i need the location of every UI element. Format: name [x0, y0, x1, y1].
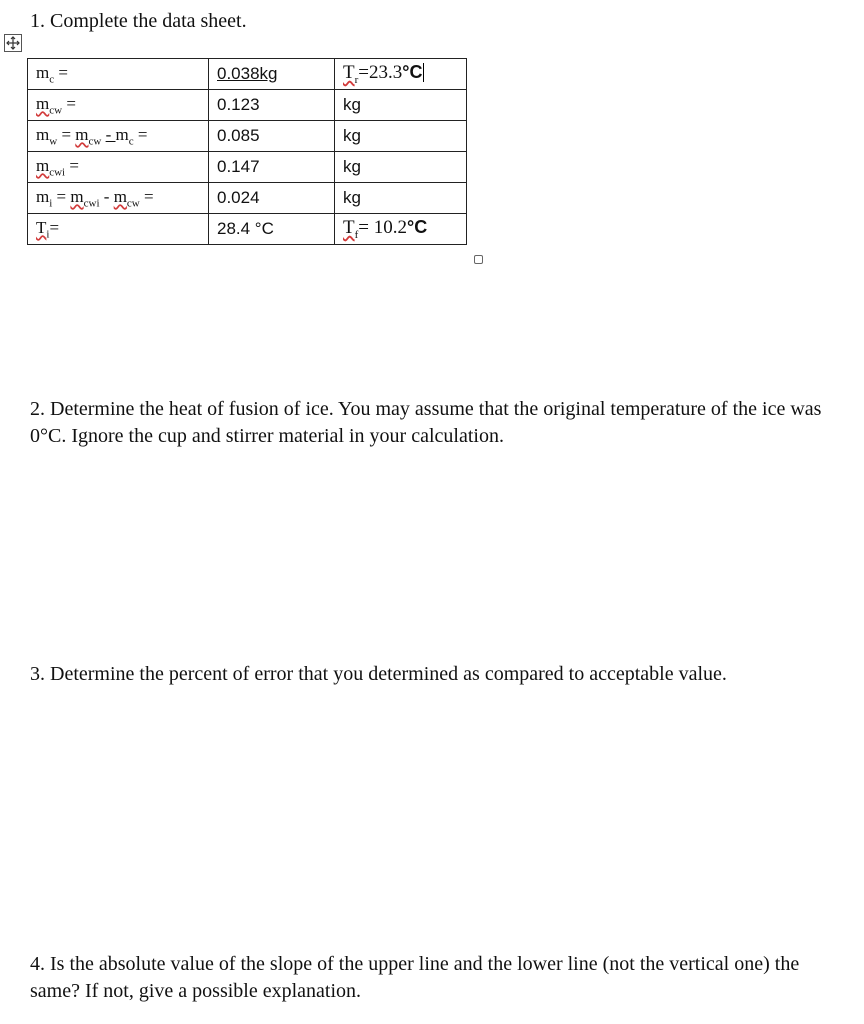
mcw-value[interactable]: 0.123	[209, 90, 335, 121]
question-4: 4. Is the absolute value of the slope of the upper line and the lower line (not the vertical one) the same? If not, give a possible explanation.	[30, 953, 800, 1002]
ti-label: $T_i=$	[28, 214, 209, 245]
room-temp-cell[interactable]: $T_r=23.3^\circ C$	[335, 59, 467, 90]
question-2: 2. Determine the heat of fusion of ice. You may assume that the original temperature of the ice was 0°C. Ignore the cup and stirrer material in your calculation.	[30, 398, 822, 447]
text-cursor	[423, 63, 424, 82]
final-temp-cell[interactable]: $T_f= 10.2^\circ C$	[335, 214, 467, 245]
mc-value[interactable]: 0.038kg	[209, 59, 335, 90]
mw-unit[interactable]: kg	[335, 121, 467, 152]
question-3: 3. Determine the percent of error that you determined as compared to acceptable value.	[30, 663, 727, 685]
question-1: 1. Complete the data sheet.	[30, 10, 247, 32]
move-arrows-icon[interactable]	[4, 34, 22, 52]
mcwi-value[interactable]: 0.147	[209, 152, 335, 183]
table-row	[28, 90, 467, 121]
table-row	[28, 121, 467, 152]
table-row	[28, 152, 467, 183]
mi-label: $m_i = m_{cwi} - m_{cw}$ =	[28, 183, 209, 214]
mc-label: $m_c$ =	[28, 59, 209, 90]
mw-label: $m_w = m_{cw} - m_c$ =	[28, 121, 209, 152]
mcw-unit[interactable]: kg	[335, 90, 467, 121]
data-sheet-table	[27, 58, 467, 245]
table-row	[28, 183, 467, 214]
mi-value[interactable]: 0.024	[209, 183, 335, 214]
ti-value[interactable]: 28.4 °C	[209, 214, 335, 245]
resize-handle-icon[interactable]	[474, 255, 483, 264]
mw-value[interactable]: 0.085	[209, 121, 335, 152]
mcw-label: $m_{cw}$ =	[28, 90, 209, 121]
mcwi-label: $m_{cwi}$ =	[28, 152, 209, 183]
table-row	[28, 214, 467, 245]
mcwi-unit[interactable]: kg	[335, 152, 467, 183]
table-row	[28, 59, 467, 90]
mi-unit[interactable]: kg	[335, 183, 467, 214]
